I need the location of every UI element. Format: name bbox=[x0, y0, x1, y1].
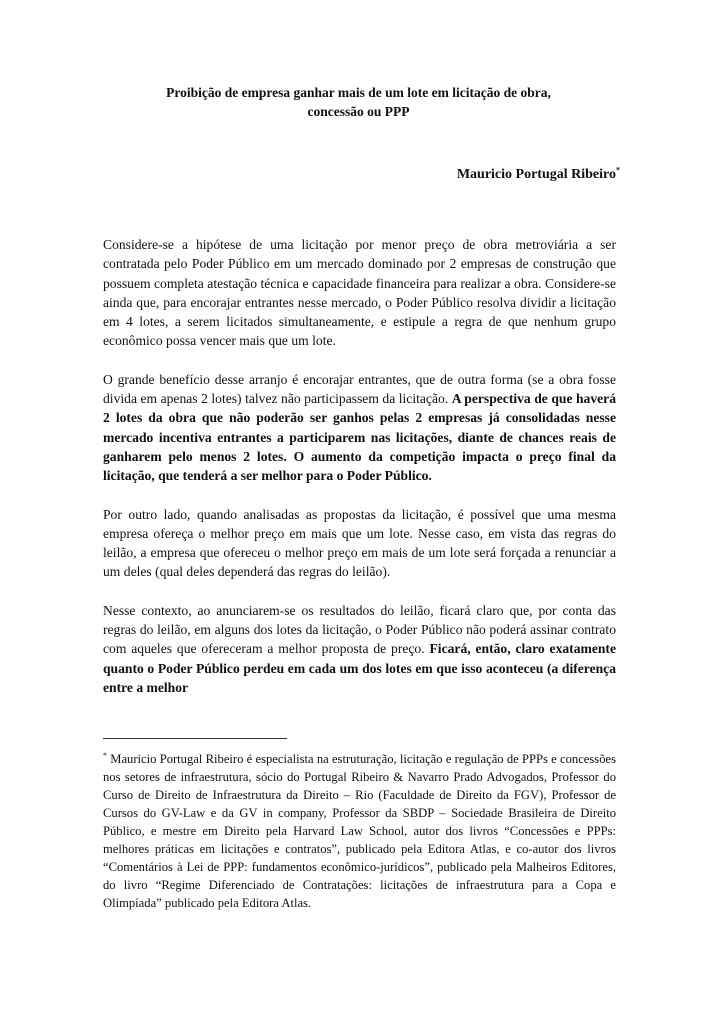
document-title bbox=[100, 83, 617, 121]
text-run: O grande benefício desse arranjo é encorajar entrantes, que de outra forma (se a obra fosse divida em apenas 2 lotes) talvez não participassem da licitação. bbox=[103, 371, 616, 407]
body-paragraph bbox=[103, 235, 616, 351]
title-line-2: concessão ou PPP bbox=[307, 104, 410, 119]
author-name bbox=[457, 166, 620, 184]
text-run: Considere-se a hipótese de uma licitação por menor preço de obra metroviária a ser contratada pelo Poder Público em um mercado dominado por 2 empresas de construção que possuem completa atestação técnica e capacidade financeira para realizar a obra. Considere-se ainda que, para encorajar entrantes nesse mercado, o Poder Público resolva dividir a licitação em 4 lotes, a serem licitados simultaneamente, e estipule a regra de que nenhum grupo econômico possa vencer mais que um lote. bbox=[103, 237, 616, 349]
footnote bbox=[103, 750, 616, 912]
body-text bbox=[103, 235, 616, 716]
footnote-separator bbox=[103, 738, 287, 739]
bold-text-run: Ficará, então, claro exatamente quanto o Poder Público perdeu em cada um dos lotes em que isso aconteceu (a diferença entre a melhor bbox=[103, 641, 616, 695]
title-line-1: Proibição de empresa ganhar mais de um lote em licitação de obra, bbox=[166, 85, 551, 100]
text-run: Por outro lado, quando analisadas as propostas da licitação, é possível que uma mesma empresa ofereça o melhor preço em mais que um lote. Nesse caso, em vista das regras do leilão, a empresa que ofereceu o melhor preço em mais de um lote será forçada a renunciar a um deles (qual deles dependerá das regras do leilão). bbox=[103, 506, 616, 580]
author-text: Mauricio Portugal Ribeiro bbox=[456, 167, 616, 182]
footnote-text: Mauricio Portugal Ribeiro é especialista na estruturação, licitação e regulação de PPPs e concessões nos setores de infraestrutura, sócio do Portugal Ribeiro & Navarro Prado Advogados, Professor do Curso de Direito de Infraestrutura da Direito – Rio (Faculdade de Direito da FGV), Professor de Cursos do GV-Law e da GV in company, Professor da SBDP – Sociedade Brasileira de Direito Público, e mestre em Direito pela Harvard Law School, autor dos livros “Concessões e PPPs: melhores práticas em licitações e contratos”, publicado pela Editora Atlas, e co-autor dos livros “Comentários à Lei de PPP: fundamentos econômico-jurídicos”, publicado pela Malheiros Editores, do livro “Regime Diferenciado de Contratações: licitações de infraestrutura para a Copa e Olimpíada” publicado pela Editora Atlas. bbox=[103, 752, 616, 910]
body-paragraph bbox=[103, 601, 616, 697]
author-footnote-mark: * bbox=[616, 165, 620, 175]
body-paragraph bbox=[103, 370, 616, 486]
footnote-mark: * bbox=[103, 750, 107, 760]
body-paragraph bbox=[103, 505, 616, 582]
bold-text-run: A perspectiva de que haverá 2 lotes da obra que não poderão ser ganhos pelas 2 empresas já consolidadas nesse mercado incentiva entrantes a participarem nas licitações, diante de chances reais de ganharem pelo menos 2 lotes. O aumento da competição impacta o preço final da licitação, que tenderá a ser melhor para o Poder Público. bbox=[103, 391, 616, 484]
text-run: Nesse contexto, ao anunciarem-se os resultados do leilão, ficará claro que, por conta das regras do leilão, em alguns dos lotes da licitação, o Poder Público não poderá assinar contrato com aqueles que ofereceram a melhor proposta de preço. bbox=[103, 602, 616, 657]
